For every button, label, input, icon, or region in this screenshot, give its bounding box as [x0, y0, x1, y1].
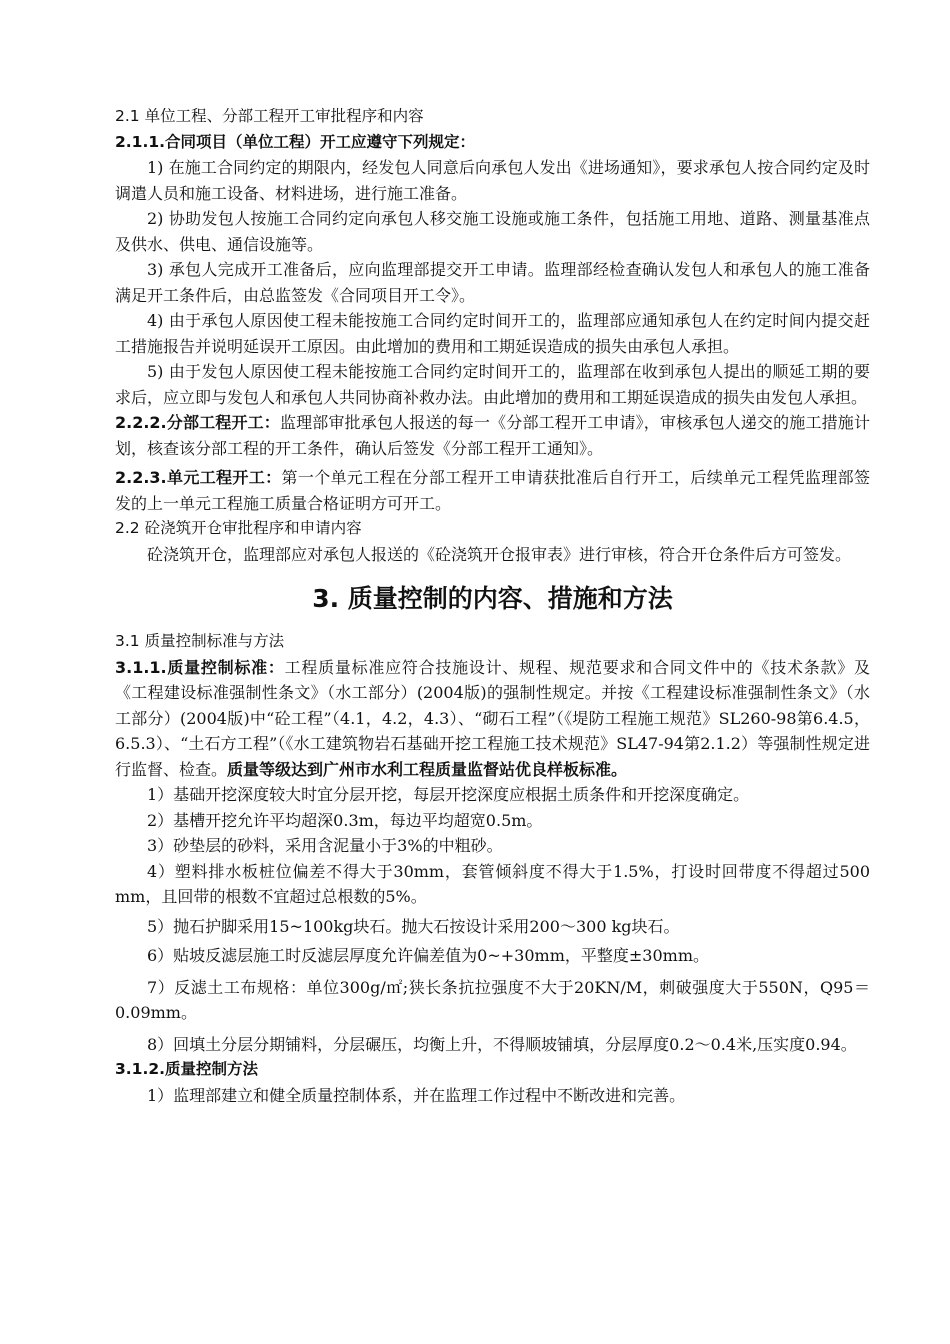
paragraph: 砼浇筑开仓，监理部应对承包人报送的《砼浇筑开仓报审表》进行审核，符合开仓条件后方可签发。 — [147, 544, 852, 564]
list-item: 2) 协助发包人按施工合同约定向承包人移交施工设施或施工条件，包括施工用地、道路、测量基准点及供水、供电、通信设施等。 — [115, 209, 870, 254]
list-item: 3) 承包人完成开工准备后，应向监理部提交开工申请。监理部经检查确认发包人和承包人的施工准备满足开工条件后，由总监签发《合同项目开工令》。 — [115, 260, 870, 305]
list-item: 1）基础开挖深度较大时宜分层开挖，每层开挖深度应根据土质条件和开挖深度确定。 — [147, 785, 750, 804]
list-item: 5) 由于发包人原因使工程未能按施工合同约定时间开工的，监理部在收到承包人提出的顺延工期的要求后，应立即与发包人和承包人共同协商补救办法。由此增加的费用和工期延误造成的损失由发包人承担。 — [115, 362, 870, 407]
document-page — [115, 104, 870, 1108]
list-item: 8）回填土分层分期铺料，分层碾压，均衡上升，不得顺坡铺填，分层厚度0.2～0.4米,压实度0.94。 — [147, 1034, 857, 1054]
chapter-title: 3. 质量控制的内容、措施和方法 — [312, 584, 673, 613]
list-item: 3）砂垫层的砂料，采用含泥量小于3%的中粗砂。 — [147, 836, 503, 855]
section-heading-2-2: 2.2 砼浇筑开仓审批程序和申请内容 — [115, 519, 362, 537]
list-item: 1）监理部建立和健全质量控制体系，并在监理工作过程中不断改进和完善。 — [147, 1085, 686, 1105]
paragraph-bold-text: 质量等级达到广州市水利工程质量监督站优良样板标准。 — [227, 759, 628, 779]
list-item: 2）基槽开挖允许平均超深0.3m，每边平均超宽0.5m。 — [147, 810, 543, 830]
paragraph-label: 2.2.3.单元工程开工： — [115, 468, 282, 487]
section-heading-2-1: 2.1 单位工程、分部工程开工审批程序和内容 — [115, 107, 424, 125]
list-item: 7）反滤土工布规格：单位300g/㎡;狭长条抗拉强度不大于20KN/M，刺破强度大于550N，Q95＝0.09mm。 — [115, 977, 870, 1022]
subsection-heading-3-1-2: 3.1.2.质量控制方法 — [115, 1060, 259, 1078]
list-item: 1) 在施工合同约定的期限内，经发包人同意后向承包人发出《进场通知》，要求承包人按合同约定及时调遣人员和施工设备、材料进场，进行施工准备。 — [115, 158, 870, 203]
list-item: 4）塑料排水板桩位偏差不得大于30mm，套管倾斜度不得大于1.5%，打设时回带度不得超过500 mm，且回带的根数不宜超过总根数的5%。 — [115, 861, 870, 906]
list-item: 6）贴坡反滤层施工时反滤层厚度允许偏差值为0~+30mm，平整度±30mm。 — [147, 946, 709, 965]
paragraph-text: 监理部审批承包人报送的每一《分部工程开工申请》，审核承包人递交的施工措施计划，核查该分部工程的开工条件，确认后签发《分部工程开工通知》。 — [115, 413, 870, 458]
paragraph-text: 第一个单元工程在分部工程开工申请获批准后自行开工，后续单元工程凭监理部签发的上一单元工程施工质量合格证明方可开工。 — [115, 468, 870, 513]
paragraph-label: 3.1.1.质量控制标准： — [115, 657, 285, 677]
paragraph-3-1-1 — [115, 655, 870, 783]
paragraph-label: 2.2.2.分部工程开工： — [115, 413, 280, 432]
paragraph-text: 工程质量标准应符合技施设计、规程、规范要求和合同文件中的《技术条款》及《工程建设标准强制性条文》（水工部分）(2004版)的强制性规定。并按《工程建设标准强制性条文》（水工部分）(2004版)中“砼工程”（4.1，4.2，4.3）、“砌石工程”（《堤防工程施工规范》SL260-98第6.4.5，6.5.3）、“土石方工程”（《水工建筑物岩石基础开挖工程施工技术规范》SL47-94第2.1.2）等强制性规定进行监督、检查。 — [115, 657, 870, 779]
paragraph-2-2-2 — [115, 410, 870, 461]
list-item: 4) 由于承包人原因使工程未能按施工合同约定时间开工的，监理部应通知承包人在约定时间内提交赶工措施报告并说明延误开工原因。由此增加的费用和工期延误造成的损失由承包人承担。 — [115, 311, 870, 356]
section-heading-3-1: 3.1 质量控制标准与方法 — [115, 632, 285, 650]
paragraph-2-2-3 — [115, 465, 870, 516]
subsection-heading-2-1-1: 2.1.1.合同项目（单位工程）开工应遵守下列规定： — [115, 132, 476, 151]
list-item: 5）抛石护脚采用15~100kg块石。抛大石按设计采用200～300 kg块石。 — [147, 916, 680, 936]
